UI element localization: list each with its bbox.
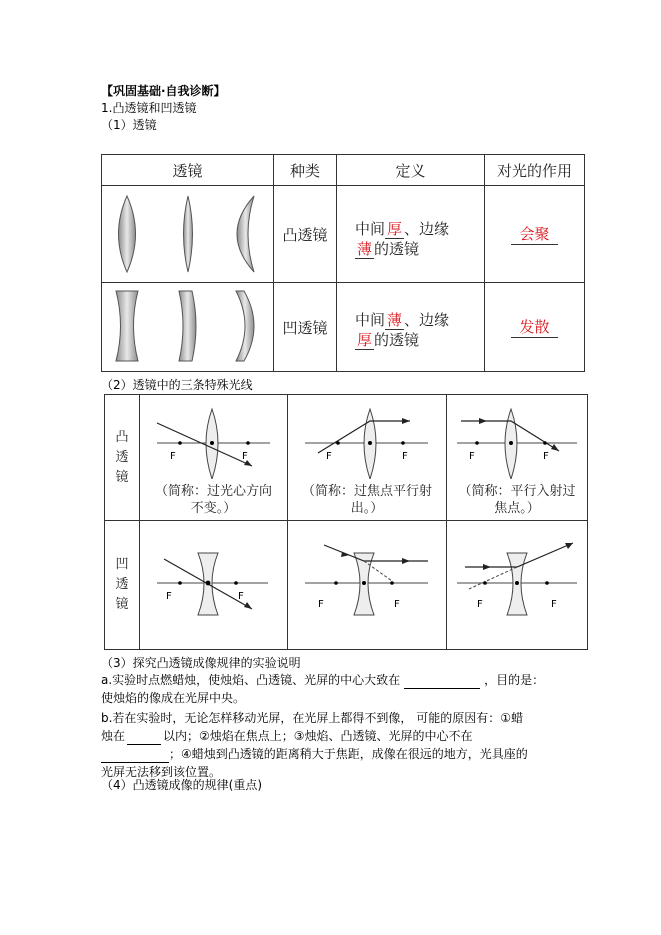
caption-convex-2 <box>288 483 446 517</box>
blank-same-height-2[interactable] <box>101 748 169 763</box>
focus-label: F <box>166 591 172 602</box>
convex-def-text2: 、边缘 <box>404 220 450 238</box>
concave-effect-cell <box>484 282 585 372</box>
ray-svg-concave-parallel <box>447 521 587 649</box>
convex-definition <box>336 185 485 283</box>
caption-convex-1 <box>140 483 287 517</box>
focus-label: F <box>394 599 400 610</box>
subsection-title-imaging-rules: （4）凸透镜成像的规律(重点) <box>101 778 262 792</box>
ray-diagram-concave-1 <box>139 520 288 650</box>
concave-fill-center: 薄 <box>387 311 403 329</box>
concave-def-text1: 中间 <box>355 311 386 329</box>
ray-diagram-convex-1 <box>139 394 288 521</box>
header-lens: 透镜 <box>101 154 274 186</box>
convex-def-text1: 中间 <box>355 220 386 238</box>
concave-type: 凹透镜 <box>273 282 337 372</box>
ray-svg-convex-parallel <box>447 399 587 479</box>
ray-svg-convex-center <box>140 399 287 479</box>
caption-line: 不变。） <box>190 501 237 516</box>
ray-diagram-convex-3 <box>446 394 588 521</box>
para-a-text3: 使烛焰的像成在光屏中央。 <box>101 691 246 705</box>
header-type: 种类 <box>273 154 337 186</box>
para-a-text1: a.实验时点燃蜡烛，使烛焰、凸透镜、光屏的中心大致在 <box>101 673 401 687</box>
focus-label: F <box>242 451 248 462</box>
focus-label: F <box>318 599 324 610</box>
ray-svg-convex-focus <box>288 399 446 479</box>
arrow-icon <box>244 602 252 609</box>
caption-line: （简称：平行入射过 <box>458 484 576 499</box>
blank-focal-length[interactable] <box>127 730 161 745</box>
concave-fill-edge: 厚 <box>357 331 373 349</box>
arrow-icon <box>341 552 350 557</box>
row-label-convex-cell <box>104 394 140 521</box>
concave-def-text3: 的透镜 <box>374 331 420 349</box>
ray-diagram-concave-3 <box>446 520 588 650</box>
concave-lens-images <box>101 282 274 372</box>
concave-effect: 发散 <box>511 316 557 338</box>
caption-line: （简称：过焦点平行射 <box>301 484 432 499</box>
para-a-text2: ，目的是： <box>484 673 545 687</box>
arrow-icon <box>402 418 410 424</box>
focus-label: F <box>469 451 475 462</box>
convex-effect: 会聚 <box>511 223 557 245</box>
para-b-line2b: 以内；②烛焰在焦点上；③烛焰、凸透镜、光屏的中心不在 <box>163 729 473 743</box>
para-b-line1: b.若在实验时，无论怎样移动光屏，在光屏上都得不到像， 可能的原因有：①蜡 <box>101 711 524 725</box>
rays-table <box>104 394 588 650</box>
subsection-title-rays: （2）透镜中的三条特殊光线 <box>101 378 253 392</box>
convex-effect-cell <box>484 185 585 283</box>
convex-lens-images <box>101 185 274 283</box>
focus-label: F <box>238 591 244 602</box>
focus-label: F <box>170 451 176 462</box>
header-definition: 定义 <box>336 154 485 186</box>
convex-fill-center: 厚 <box>387 220 403 238</box>
subsection-title-experiment: （3）探究凸透镜成像规律的实验说明 <box>101 656 301 670</box>
subsection-title-lens: （1）透镜 <box>101 118 157 132</box>
header-effect: 对光的作用 <box>484 154 585 186</box>
arrow-icon <box>479 418 487 424</box>
row-label-convex: 凸透镜 <box>115 429 129 485</box>
concave-definition <box>336 282 485 372</box>
caption-line: （简称：过光心方向 <box>154 484 272 499</box>
para-b-line2a: 烛在 <box>101 729 126 743</box>
convex-type: 凸透镜 <box>273 185 337 283</box>
ray-diagram-concave-2 <box>287 520 447 650</box>
concave-def-text2: 、边缘 <box>404 311 450 329</box>
arrow-icon <box>551 444 559 451</box>
focus-label: F <box>543 451 549 462</box>
para-b-line3b: ；④蜡烛到凸透镜的距离稍大于焦距，成像在很远的地方，光具座的 <box>169 747 528 761</box>
focus-label: F <box>551 599 557 610</box>
ray-svg-concave-center <box>140 521 287 649</box>
ray-diagram-convex-2 <box>287 394 447 521</box>
ray-svg-concave-focus <box>288 521 446 649</box>
caption-line: 焦点。） <box>494 501 540 516</box>
paragraph-b <box>101 709 571 781</box>
blank-same-height[interactable] <box>404 674 480 689</box>
para-b-line4: 光屏无法移到该位置。 <box>101 765 222 779</box>
convex-fill-edge: 薄 <box>357 240 373 258</box>
arrow-icon <box>402 558 410 564</box>
focus-label: F <box>477 599 483 610</box>
convex-def-text3: 的透镜 <box>374 240 420 258</box>
caption-line: 出。） <box>350 501 384 516</box>
row-label-concave-cell <box>104 520 140 650</box>
focus-label: F <box>402 451 408 462</box>
paragraph-a <box>101 671 571 707</box>
lens-table <box>101 154 585 372</box>
section-heading: 【巩固基础·自我诊断】 <box>101 84 226 98</box>
section-title-lenses: 1.凸透镜和凹透镜 <box>101 101 197 115</box>
concave-lens-shapes <box>102 283 273 371</box>
arrow-icon <box>483 564 491 570</box>
row-label-concave: 凹透镜 <box>115 557 129 612</box>
convex-lens-shapes <box>102 186 273 282</box>
focus-label: F <box>326 451 332 462</box>
caption-convex-3 <box>447 483 587 517</box>
